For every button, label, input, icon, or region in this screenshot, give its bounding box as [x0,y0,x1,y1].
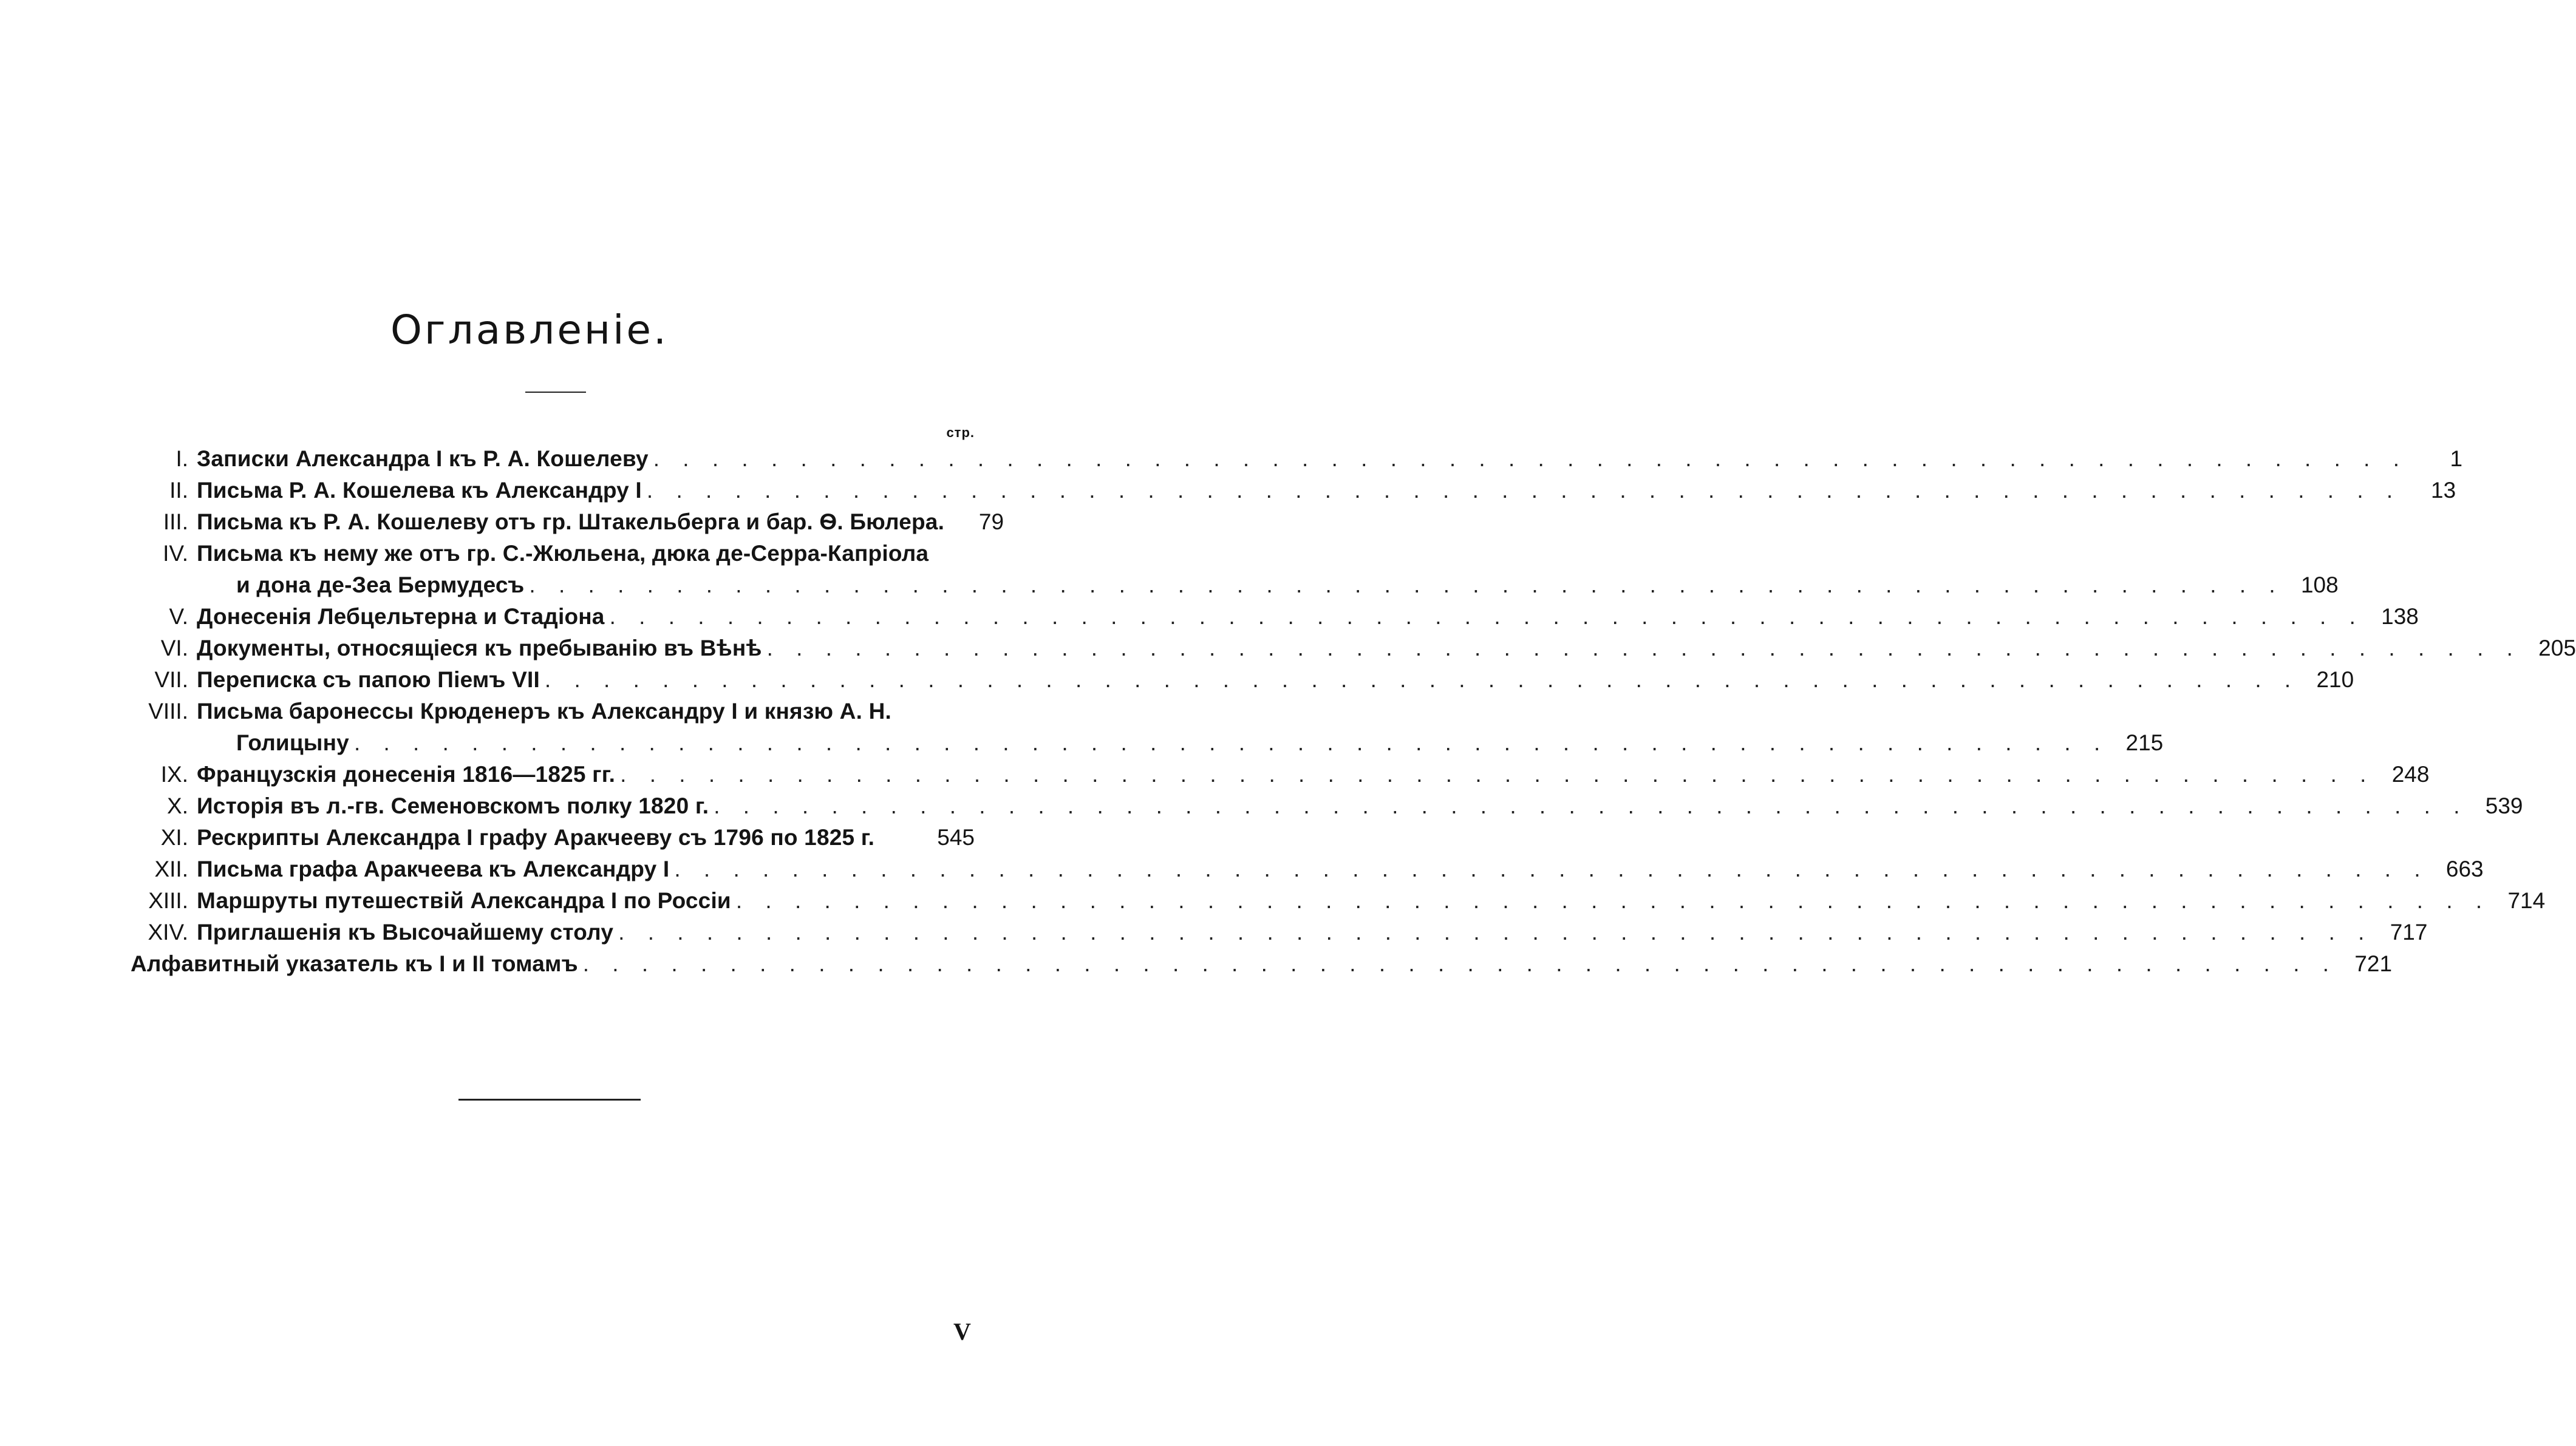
toc-entry-page: 215 [2125,730,2164,755]
toc-leader-dots: . . . . . . . . . . . . . . . . . . . . . . . . . . . . . . . . . . . . . . . . . . . . . . . . . . . . . . . . . . . . [544,667,2300,692]
toc-entry-page: 539 [2485,793,2523,818]
toc-entry-title: Маршруты путешествій Александра I по Россіи [197,888,731,913]
toc-entry-title: Донесенія Лебцельтерна и Стадіона [197,604,605,629]
toc-entry [131,506,1004,538]
toc-entry-page: 1 [2450,446,2463,471]
toc-entry [131,696,975,727]
toc-entry-title: Исторія въ л.-гв. Семеновскомъ полку 1820 г. [197,793,709,818]
page-title: Оглавленіе. [390,307,669,353]
toc-leader-dots: . . . . . . . . . . . . . . . . . . . . . . . . . . . . . . . . . . . . . . . . . . . . . . . . . . . . . . . . . . . . [353,730,2109,755]
toc-leader-dots: . . . . . . . . . . . . . . . . . . . . . . . . . . . . . . . . . . . . . . . . . . . . . . . . . . . . . . . . . . . . [618,920,2373,945]
toc-entry-page: 210 [2316,667,2354,692]
page-column-header: стр. [946,425,975,440]
toc-entry [131,727,2164,759]
toc-leader-dots: . . . . . . . . . . . . . . . . . . . . . . . . . . . . . . . . . . . . . . . . . . . . . . . . . . . . . . . . . . . . [529,572,2284,597]
toc-entry-title: Письма къ Р. А. Кошелеву отъ гр. Штакельберга и бар. Ѳ. Бюлера. [197,509,945,534]
toc-entry [131,885,2546,917]
toc-entry-title: Французскія донесенія 1816—1825 гг. [197,762,616,787]
toc-entry-number: VI. [160,636,188,660]
toc-entry-number: IX. [160,762,188,787]
toc-entry [131,475,2456,506]
toc-leader-dots: . . . . . . . . . . . . . . . . . . . . . . . . . . . . . . . . . . . . . . . . . . . . . . . . . . . . . . . . . . . . [653,446,2408,471]
toc-entry [131,443,2463,475]
toc-entry-number: IV. [163,541,188,566]
toc-entry-title: Рескрипты Александра I графу Аракчееву съ 1796 по 1825 г. [197,825,875,850]
toc-leader-dots: . . . . . . . . . . . . . . . . . . . . . . . . . . . . . . . . . . . . . . . . . . . . . . . . . . . . . . . . . . . . [735,888,2491,913]
toc-entry-title: Алфавитный указатель къ I и II томамъ [131,951,578,976]
toc-entry [131,664,2354,696]
table-of-contents [131,443,2576,980]
toc-entry-number: XI. [160,825,188,850]
toc-entry-page: 205 [2538,636,2576,660]
toc-entry-number: XII. [154,857,188,881]
toc-entry-title: Документы, относящіеся къ пребыванію въ Вѣнѣ [197,636,762,660]
toc-entry [131,854,2484,885]
toc-entry-number: III. [163,509,188,534]
toc-entry-number: V. [169,604,188,629]
toc-entry [131,538,975,569]
toc-entry [131,633,2576,664]
toc-entry-title: Письма графа Аракчеева къ Александру I [197,857,670,881]
toc-entry-number: II. [169,478,188,503]
toc-entry-page: 248 [2391,762,2430,787]
toc-entry-number: XIII. [148,888,188,913]
toc-leader-dots: . . . . . . . . . . . . . . . . . . . . . . . . . . . . . . . . . . . . . . . . . . . . . . . . . . . . . . . . . . . . [766,636,2521,660]
toc-entry [131,948,2393,980]
page-folio: V [953,1318,971,1345]
toc-entry [131,601,2419,633]
toc-entry-number: XIV. [148,920,188,945]
toc-entry-title: и дона де-Зеа Бермудесъ [236,572,525,597]
toc-entry-page: 714 [2507,888,2546,913]
toc-entry-page: 717 [2390,920,2428,945]
toc-leader-dots: . . . . . . . . . . . . . . . . . . . . . . . . . . . . . . . . . . . . . . . . . . . . . . . . . . . . . . . . . . . . [620,762,2375,787]
closing-divider [458,1099,641,1101]
toc-entry-title: Письма баронессы Крюденеръ къ Александру I и князю А. Н. [197,699,891,724]
toc-entry-number: I. [175,446,188,471]
toc-entry-page: 13 [2431,478,2456,503]
toc-entry-title: Письма Р. А. Кошелева къ Александру I [197,478,642,503]
toc-entry [131,569,2339,601]
toc-entry-page: 663 [2445,857,2484,881]
toc-entry-number: VII. [154,667,188,692]
toc-entry [131,917,2428,948]
toc-entry [131,790,2523,822]
toc-leader-dots: . . . . . . . . . . . . . . . . . . . . . . . . . . . . . . . . . . . . . . . . . . . . . . . . . . . . . . . . . . . . [714,793,2469,818]
toc-entry-number: X. [167,793,188,818]
toc-entry-page: 545 [937,825,975,850]
toc-entry [131,759,2430,790]
toc-leader-dots: . . . . . . . . . . . . . . . . . . . . . . . . . . . . . . . . . . . . . . . . . . . . . . . . . . . . . . . . . . . . [674,857,2429,881]
toc-leader-dots: . . . . . . . . . . . . . . . . . . . . . . . . . . . . . . . . . . . . . . . . . . . . . . . . . . . . . . . . . . . . [609,604,2364,629]
toc-entry-title: Приглашенія къ Высочайшему столу [197,920,614,945]
toc-entry [131,822,975,854]
toc-entry-page: 79 [978,509,1004,534]
toc-entry-page: 108 [2300,572,2339,597]
toc-entry-title: Переписка съ папою Піемъ VII [197,667,540,692]
toc-entry-page: 138 [2381,604,2419,629]
toc-entry-title: Записки Александра I къ Р. А. Кошелеву [197,446,649,471]
toc-leader-dots: . . . . . . . . . . . . . . . . . . . . . . . . . . . . . . . . . . . . . . . . . . . . . . . . . . . . . . . . . . . . [582,951,2338,976]
toc-entry-number: VIII. [148,699,188,724]
toc-entry-title: Голицыну [236,730,349,755]
toc-entry-page: 721 [2354,951,2393,976]
toc-leader-dots: . . . . . . . . . . . . . . . . . . . . . . . . . . . . . . . . . . . . . . . . . . . . . . . . . . . . . . . . . . . . [646,478,2402,503]
toc-entry-title: Письма къ нему же отъ гр. С.-Жюльена, дюка де-Серра-Капріола [197,541,929,566]
title-divider [525,392,586,393]
